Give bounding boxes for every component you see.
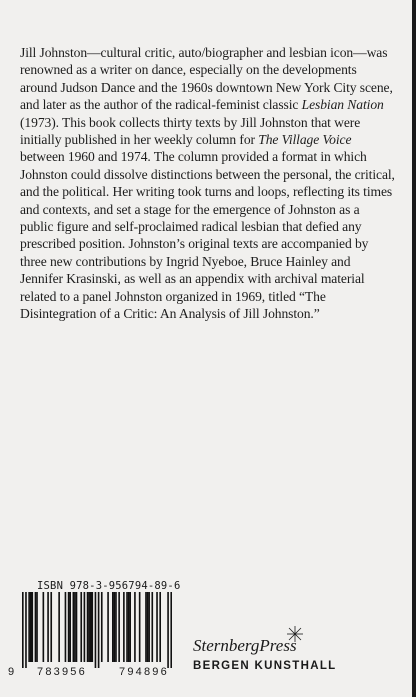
barcode-bar [22, 592, 24, 668]
barcode-bar [156, 592, 158, 662]
barcode-bar [145, 592, 147, 662]
barcode-bar [43, 592, 45, 662]
publisher-logo: SternbergPress [193, 636, 297, 655]
blurb-newspaper-title: The Village Voice [258, 132, 352, 148]
back-cover-blurb [20, 44, 395, 323]
barcode-bar [35, 592, 37, 662]
barcode-bar [36, 592, 38, 662]
barcode-bar [112, 592, 114, 662]
isbn-label: ISBN 978-3-956794-89-6 [37, 580, 181, 592]
barcode-bar [129, 592, 131, 662]
barcode-bar [167, 592, 169, 668]
barcode-left-digits: 783956 [37, 666, 87, 678]
blurb-text-1: Jill Johnston—cultural critic, auto/biographer and lesbian icon—was renowned as a writer on dance, especially on the developments around Judson Dance and the 1960s downtown New York City scene, and later as the author of the radical-feminist classic [20, 45, 393, 113]
barcode-bar [76, 592, 78, 662]
barcode-bar [95, 592, 97, 668]
barcode-bar [65, 592, 67, 662]
barcode [22, 592, 172, 668]
barcode-bar [50, 592, 52, 662]
barcode-bar [31, 592, 33, 662]
barcode-bar [147, 592, 149, 662]
barcode-bar [28, 592, 30, 662]
barcode-bar [68, 592, 70, 662]
barcode-bar [87, 592, 89, 662]
barcode-bar [170, 592, 172, 668]
barcode-bar [126, 592, 128, 662]
barcode-bar [128, 592, 130, 662]
barcode-bar [30, 592, 32, 662]
barcode-first-digit: 9 [8, 666, 15, 678]
barcode-bar [101, 592, 103, 662]
barcode-bar [123, 592, 125, 662]
barcode-bar [159, 592, 161, 662]
barcode-bar [115, 592, 117, 662]
page-edge [412, 0, 416, 697]
blurb-book-title: Lesbian Nation [301, 97, 384, 113]
barcode-bar [84, 592, 86, 662]
barcode-bar [148, 592, 150, 662]
barcode-bar [73, 592, 75, 662]
barcode-bar [80, 592, 82, 662]
barcode-bar [151, 592, 153, 662]
blurb-text-3: between 1960 and 1974. The column provided a format in which Johnston could dissolve distinctions between the personal, the critical, and the political. Her writing took turns and loops, reflecting its times and contexts, and set a stage for the emergence of Johnston as a public figure and self-proclaimed radical lesbian that defied any prescribed position. Johnston’s original texts are accompanied by three new contributions by Ingrid Nyeboe, Bruce Hainley and Jennifer Krasinski, as well as an appendix with archival material related to a panel Johnston organized in 1969, titled “The Disintegration of a Critic: An Analysis of Jill Johnston.” [20, 149, 395, 322]
barcode-bar [107, 592, 109, 662]
barcode-bar [74, 592, 76, 662]
barcode-bar [134, 592, 136, 662]
barcode-bar [47, 592, 49, 662]
barcode-bar [58, 592, 60, 662]
barcode-bar [114, 592, 116, 662]
barcode-right-digits: 794896 [119, 666, 169, 678]
barcode-bar [69, 592, 71, 662]
barcode-bar [91, 592, 93, 662]
blurb-text-2: (1973). This book collects thirty texts by Jill Johnston that were initially published in her weekly column for [20, 114, 361, 148]
barcode-bar [98, 592, 100, 668]
publisher-star-icon [286, 625, 304, 643]
barcode-bar [90, 592, 92, 662]
co-publisher-name: BERGEN KUNSTHALL [193, 660, 337, 672]
barcode-bar [25, 592, 27, 668]
barcode-bar [88, 592, 90, 662]
barcode-bar [118, 592, 120, 662]
barcode-bar [139, 592, 141, 662]
